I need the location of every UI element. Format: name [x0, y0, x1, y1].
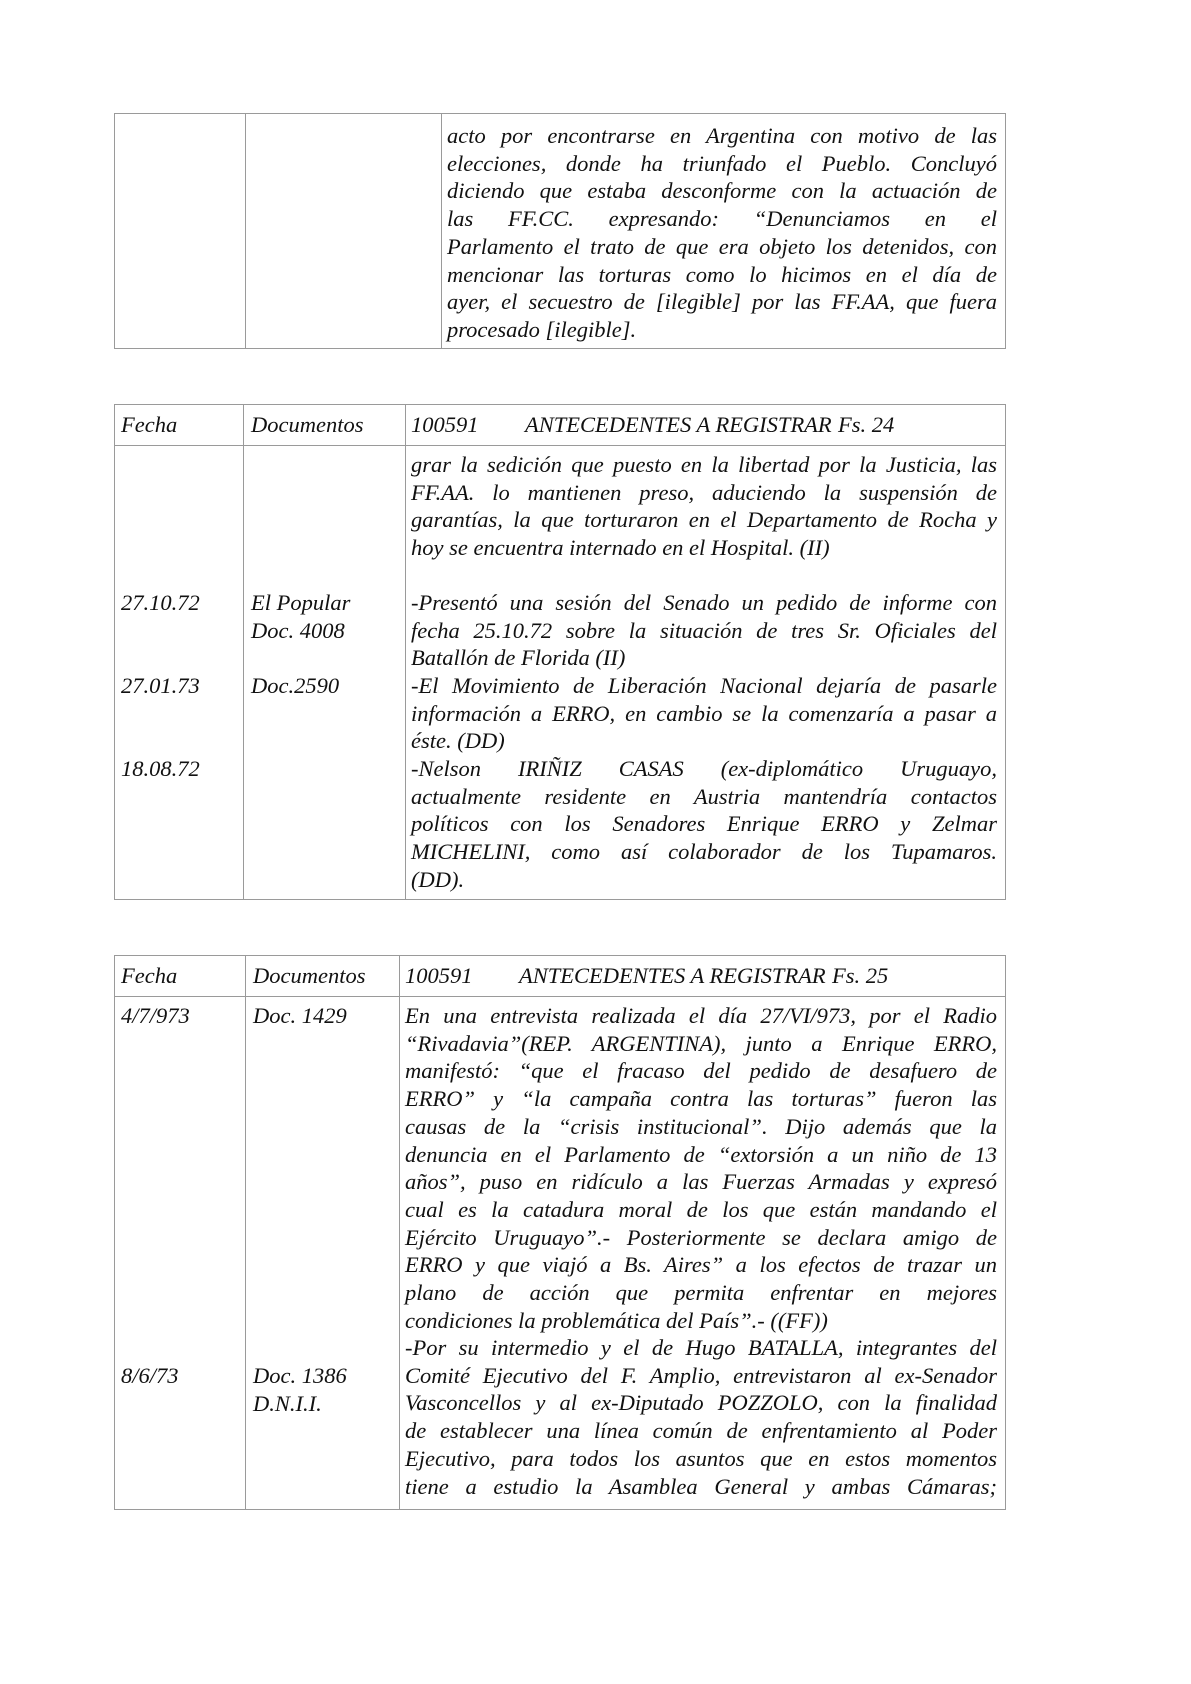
text-line: mencionar las torturas como lo hicimos en el día de	[447, 261, 997, 287]
entry-date: 27.01.73	[121, 673, 200, 698]
text-line: grar la sedición que puesto en la libertad por la Justicia, las	[411, 452, 997, 477]
text-line: años”, puso en ridículo a las Fuerzas Armadas y expresó	[405, 1169, 997, 1195]
column-divider	[399, 956, 400, 1509]
text-line: Batallón de Florida (II)	[411, 645, 626, 671]
text-line: procesado [ilegible].	[447, 316, 637, 342]
entry-document: Doc. 1429	[253, 1003, 347, 1028]
text-line: plano de acción que permita enfrentar en mejores	[405, 1280, 997, 1306]
text-line: MICHELINI, como así colaborador de los Tupamaros.	[411, 839, 997, 865]
text-line: ERRO” y “la campaña contra las torturas” fueron las	[405, 1086, 997, 1112]
column-divider	[243, 405, 244, 899]
text-line: ERRO y que viajó a Bs. Aires” a los efectos de trazar un	[405, 1252, 997, 1278]
text-line: manifestó: “que el fracaso del pedido de desafuero de	[405, 1058, 997, 1084]
text-line: cual es la catadura moral de los que están mandando el	[405, 1196, 997, 1222]
text-line: denuncia en el Parlamento de “extorsión a un niño de 13	[405, 1141, 997, 1167]
column-divider	[405, 405, 406, 899]
table-continuation	[114, 113, 1006, 349]
text-line: ayer, el secuestro de [ilegible] por las FF.AA, que fuera	[447, 289, 997, 315]
header-fecha: Fecha	[121, 412, 178, 437]
text-line: fecha 25.10.72 sobre la situación de tres Sr. Oficiales del	[411, 617, 997, 643]
entry-document: Doc. 4008	[251, 618, 345, 643]
entry-document: Doc.2590	[251, 673, 340, 698]
text-line: garantías, la que torturaron en el Departamento de Rocha y	[411, 507, 997, 533]
entry-date: 27.10.72	[121, 590, 200, 615]
text-line: -Presentó una sesión del Senado un pedido de informe con	[411, 590, 997, 615]
text-line: hoy se encuentra internado en el Hospital. (II)	[411, 535, 830, 561]
header-fecha: Fecha	[121, 963, 178, 988]
text-line: (DD).	[411, 866, 465, 892]
entry-document: D.N.I.I.	[253, 1391, 322, 1416]
header-documentos: Documentos	[251, 412, 364, 437]
text-line: Ejército Uruguayo”.- Posteriormente se declara amigo de	[405, 1224, 997, 1250]
intro-text	[411, 451, 997, 562]
entry-document: Doc. 1386	[253, 1363, 347, 1388]
text-line: Parlamento el trato de que era objeto los detenidos, con	[447, 233, 997, 259]
entry-date: 4/7/973	[121, 1003, 190, 1028]
text-line: “Rivadavia”(REP. ARGENTINA), junto a Enrique ERRO,	[405, 1030, 997, 1056]
text-line: Vasconcellos y al ex-Diputado POZZOLO, con la finalidad	[405, 1390, 997, 1416]
entry-text	[411, 589, 997, 672]
column-divider	[245, 114, 246, 348]
column-divider	[441, 114, 442, 348]
header-folio: Fs. 24	[838, 412, 895, 437]
text-line: -Por su intermedio y el de Hugo BATALLA, integrantes del	[405, 1335, 997, 1360]
text-line: actualmente residente en Austria mantendría contactos	[411, 783, 997, 809]
text-line: éste. (DD)	[411, 728, 505, 754]
text-line: FF.AA. lo mantienen preso, aduciendo la suspensión de	[411, 479, 997, 505]
column-divider	[245, 956, 246, 1509]
header-code: 100591	[405, 963, 473, 988]
text-line: -El Movimiento de Liberación Nacional dejaría de pasarle	[411, 673, 997, 698]
text-line: causas de la “crisis institucional”. Dijo además que la	[405, 1113, 997, 1139]
entry-date: 8/6/73	[121, 1363, 179, 1388]
text-line: las FF.CC. expresando: “Denunciamos en el	[447, 206, 997, 232]
entry-date: 18.08.72	[121, 756, 200, 781]
text-line: elecciones, donde ha triunfado el Pueblo. Concluyó	[447, 150, 997, 176]
text-line: diciendo que estaba desconforme con la actuación de	[447, 178, 997, 204]
entry-text	[405, 1334, 997, 1500]
entry-text	[411, 755, 997, 894]
entry-text	[447, 122, 997, 344]
record-table-fs24	[114, 404, 1006, 900]
text-line: tiene a estudio la Asamblea General y ambas Cámaras;	[405, 1473, 997, 1499]
text-line: Ejecutivo, para todos los asuntos que en estos momentos	[405, 1445, 997, 1471]
header-title: ANTECEDENTES A REGISTRAR	[525, 412, 832, 437]
entry-text	[405, 1002, 997, 1334]
text-line: acto por encontrarse en Argentina con motivo de las	[447, 123, 997, 148]
text-line: En una entrevista realizada el día 27/VI/973, por el Radio	[405, 1003, 997, 1028]
text-line: -Nelson IRIÑIZ CASAS (ex-diplomático Uruguayo,	[411, 756, 997, 781]
text-line: condiciones la problemática del País”.- ((FF))	[405, 1307, 828, 1333]
entry-text	[411, 672, 997, 755]
text-line: información a ERRO, en cambio se la comenzaría a pasar a	[411, 700, 997, 726]
header-title: ANTECEDENTES A REGISTRAR	[519, 963, 826, 988]
text-line: Comité Ejecutivo del F. Amplio, entrevistaron al ex-Senador	[405, 1362, 997, 1388]
record-table-fs25	[114, 955, 1006, 1510]
entry-document: El Popular	[251, 590, 351, 615]
header-code: 100591	[411, 412, 479, 437]
header-folio: Fs. 25	[832, 963, 889, 988]
text-line: de establecer una línea común de enfrentamiento al Poder	[405, 1418, 997, 1444]
text-line: políticos con los Senadores Enrique ERRO y Zelmar	[411, 811, 997, 837]
header-documentos: Documentos	[253, 963, 366, 988]
